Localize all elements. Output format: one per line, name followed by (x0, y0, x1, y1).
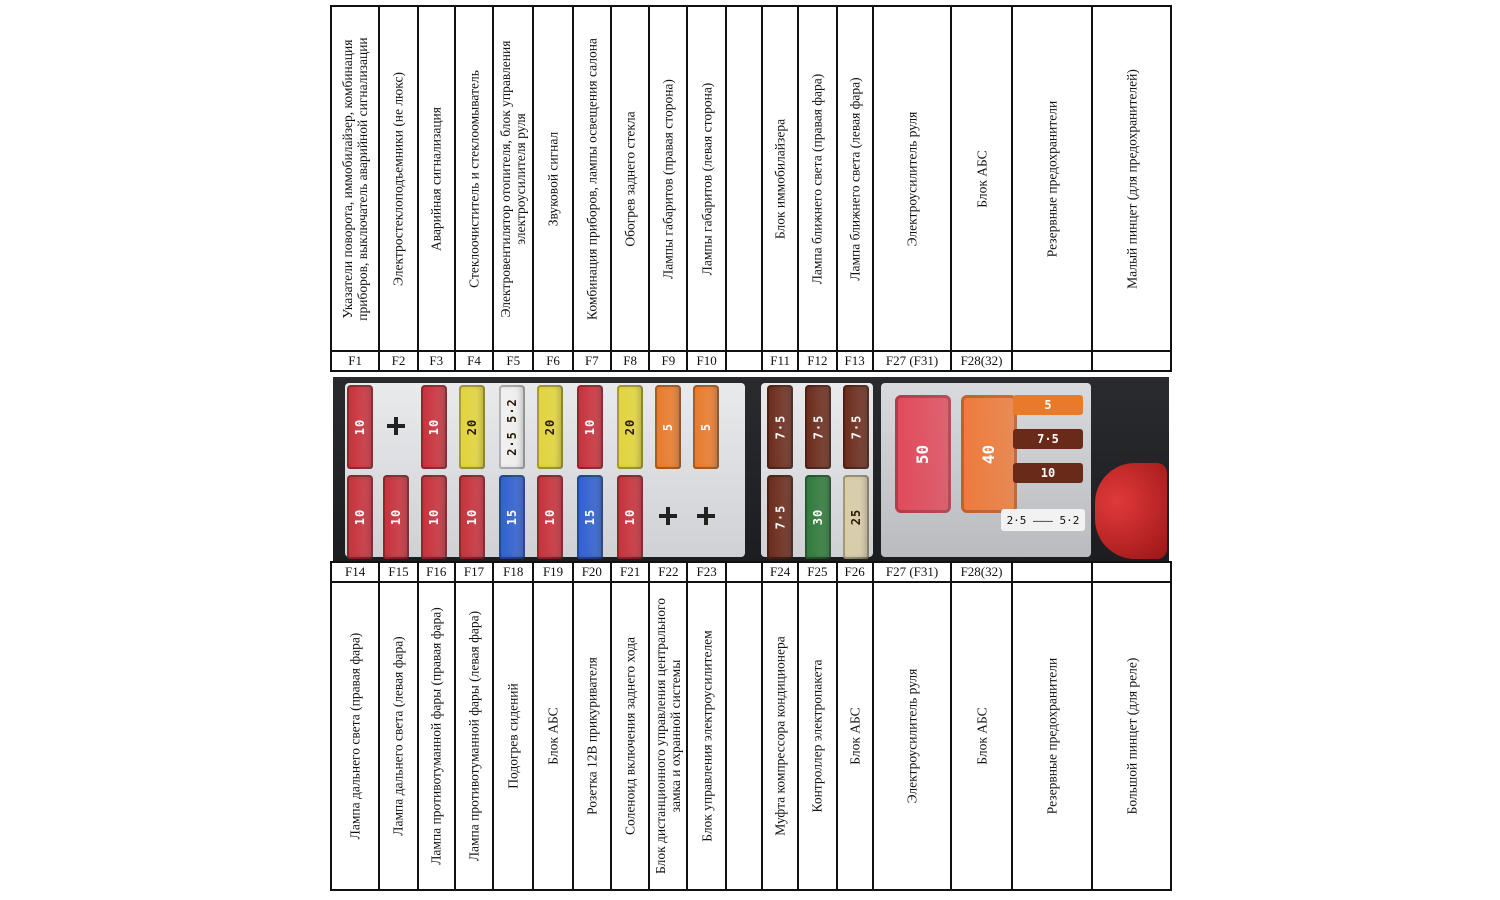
fuse-description: Электроусилитель руля (904, 668, 920, 804)
fuse-rating: 10 (426, 418, 441, 436)
fuse-description: Звуковой сигнал (545, 131, 561, 226)
fuse-description: Лампа дальнего света (левая фара) (390, 636, 406, 836)
fuse-rating: 20 (622, 418, 637, 436)
top-code-row (331, 351, 1171, 371)
fuse-description: Розетка 12В прикуривателя (584, 657, 600, 815)
relay-puller (1095, 463, 1167, 559)
blade-fuse (805, 475, 831, 559)
spare-fuse-rating: 7·5 (1037, 432, 1059, 446)
fuse-description: Лампа противотуманной фары (левая фара) (466, 610, 482, 862)
top-row-desc-cell (379, 6, 417, 351)
fuse-rating: 2·5 5·2 (505, 398, 520, 456)
fuse-rating: 30 (810, 508, 825, 526)
fuse-code: F4 (455, 351, 493, 371)
fuse-code: F20 (573, 562, 611, 582)
blade-fuse (617, 385, 643, 469)
fuse-code: F14 (331, 562, 379, 582)
fuse-rating: 10 (464, 508, 479, 526)
fuse-rating: 10 (582, 418, 597, 436)
bottom-row-desc-cell (533, 582, 572, 890)
fuse-rating: 15 (582, 508, 597, 526)
top-row-desc-cell (455, 6, 493, 351)
blade-fuse (421, 385, 447, 469)
fuse-description: Указатели поворота, иммобилайзер, комбинация приборов, выключатель аварийной сигнализации (340, 36, 371, 321)
bottom-row-desc-cell (611, 582, 649, 890)
fuse-description: Блок АБС (545, 707, 561, 765)
fuse-rating: 10 (388, 508, 403, 526)
bottom-row-desc-cell (573, 582, 611, 890)
fuse-description: Блок управления электроусилителем (699, 630, 715, 842)
fuse-rating: 10 (352, 508, 367, 526)
fuse-description: Лампа противотуманной фары (правая фара) (428, 607, 444, 865)
fuse-code: F6 (533, 351, 572, 371)
fuse-rating: 20 (464, 418, 479, 436)
bottom-row-desc-cell (687, 582, 725, 890)
fuse-description: Блок иммобилайзера (772, 118, 788, 239)
fuse-code: F27 (F31) (873, 351, 952, 371)
bottom-row-desc-cell (873, 582, 952, 890)
empty-fuse-slot (383, 385, 409, 469)
top-row-desc-cell (611, 6, 649, 351)
fuse-code: F27 (F31) (873, 562, 952, 582)
fuse-code (1012, 562, 1093, 582)
bottom-row-desc-cell (837, 582, 873, 890)
fuse-description: Лампа дальнего света (правая фара) (347, 632, 363, 840)
fuse-code: F15 (379, 562, 417, 582)
top-row-desc-cell (649, 6, 687, 351)
fuse-code: F23 (687, 562, 725, 582)
spare-fuse-strip: 2·5 ——— 5·2 (1001, 509, 1085, 531)
fuse-description: Стеклоочиститель и стеклоомыватель (466, 69, 482, 288)
fuse-description: Контроллер электропакета (809, 659, 825, 813)
fuse-rating: 7·5 (773, 504, 787, 530)
top-row-desc-cell (533, 6, 572, 351)
fuse-rating: 10 (426, 508, 441, 526)
blade-fuse (843, 475, 869, 559)
fuse-code: F1 (331, 351, 379, 371)
fuse-rating: 25 (848, 508, 863, 526)
fuse-rating: 10 (622, 508, 637, 526)
bottom-row-desc-cell (418, 582, 455, 890)
top-row-desc-cell (418, 6, 455, 351)
fuse-code: F9 (649, 351, 687, 371)
fuse-description: Блок АБС (974, 149, 990, 208)
fuse-description: Лампа ближнего света (левая фара) (847, 76, 863, 281)
top-row-desc-cell (1092, 6, 1171, 351)
fuse-description: Лампы габаритов (правая сторона) (660, 78, 676, 279)
fuse-description: Резервные предохранители (1044, 657, 1060, 815)
fuse-description: Блок АБС (847, 707, 863, 765)
bottom-row-desc-cell (455, 582, 493, 890)
blade-fuse (347, 385, 373, 469)
fuse-rating: 20 (542, 418, 557, 436)
fuse-description: Муфта компрессора кондиционера (772, 636, 788, 836)
fuse-code (726, 351, 762, 371)
fuse-description: Комбинация приборов, лампы освещения салона (584, 37, 600, 320)
blade-fuse (577, 475, 603, 559)
blade-fuse (537, 385, 563, 469)
blade-fuse (767, 475, 793, 559)
top-row-desc-cell (762, 6, 798, 351)
bottom-row-desc-cell (331, 582, 379, 890)
top-row-desc-cell (837, 6, 873, 351)
bottom-description-row (331, 582, 1171, 890)
top-description-row (331, 6, 1171, 351)
fuse-code: F26 (837, 562, 873, 582)
fuse-code: F7 (573, 351, 611, 371)
fuse-code: F28(32) (951, 562, 1011, 582)
bottom-code-row (331, 562, 1171, 582)
fuse-code: F28(32) (951, 351, 1011, 371)
top-row-desc-cell (798, 6, 836, 351)
blade-fuse (459, 475, 485, 559)
spare-fuse-rating: 5 (1044, 398, 1052, 412)
blade-fuse (347, 475, 373, 559)
fuse-code (1012, 351, 1093, 371)
fuse-rating: 5 (698, 422, 713, 432)
fuse-code: F18 (493, 562, 533, 582)
top-row-desc-cell (873, 6, 952, 351)
blade-fuse (499, 475, 525, 559)
top-row-desc-cell (331, 6, 379, 351)
fuse-code: F2 (379, 351, 417, 371)
spare-fuse (1013, 429, 1083, 449)
empty-fuse-slot (693, 475, 719, 559)
fuse-code: F21 (611, 562, 649, 582)
fuse-description: Лампа ближнего света (правая фара) (809, 73, 825, 284)
fuse-description: Электроусилитель руля (904, 111, 920, 246)
blade-fuse (499, 385, 525, 469)
fuse-rating: 10 (542, 508, 557, 526)
top-row-desc-cell (493, 6, 533, 351)
fuse-description: Подогрев сидений (505, 683, 521, 789)
blade-fuse (693, 385, 719, 469)
fuse-code: F11 (762, 351, 798, 371)
fuse-rating: 7·5 (811, 414, 825, 440)
blade-fuse (843, 385, 869, 469)
fuse-description: Электростеклоподъемники (не люкс) (390, 71, 406, 286)
fuse-code: F12 (798, 351, 836, 371)
blade-fuse (383, 475, 409, 559)
blade-fuse (767, 385, 793, 469)
blade-fuse (421, 475, 447, 559)
fuse-code (1092, 562, 1171, 582)
top-row-desc-cell (573, 6, 611, 351)
top-row-desc-cell (726, 6, 762, 351)
fuse-code (726, 562, 762, 582)
bottom-row-desc-cell (1092, 582, 1171, 890)
fuse-rating: 7·5 (773, 414, 787, 440)
fuse-code: F8 (611, 351, 649, 371)
top-row-desc-cell (1012, 6, 1093, 351)
top-row-desc-cell (951, 6, 1011, 351)
fuse-description: Электровентилятор отопителя, блок управления электроусилителя руля (498, 40, 529, 317)
fuse-diagram (330, 5, 1172, 893)
fuse-code: F19 (533, 562, 572, 582)
top-legend-table (330, 5, 1172, 372)
fuse-code (1092, 351, 1171, 371)
fuse-code: F17 (455, 562, 493, 582)
bottom-row-desc-cell (726, 582, 762, 890)
fuse-rating: 5 (660, 422, 675, 432)
bottom-row-desc-cell (649, 582, 687, 890)
fuse-code: F5 (493, 351, 533, 371)
fuse-description: Лампы габаритов (левая сторона) (699, 82, 715, 275)
spare-fuse (1013, 463, 1083, 483)
bottom-legend-table (330, 561, 1172, 891)
fuse-rating: 7·5 (849, 414, 863, 440)
blade-fuse (805, 385, 831, 469)
fuse-description: Малый пинцет (для предохранителей) (1124, 68, 1140, 289)
fuse-description: Блок АБС (974, 707, 990, 765)
fuse-description: Аварийная сигнализация (428, 106, 444, 251)
fuse-rating: 10 (352, 418, 367, 436)
spare-fuse-rating: 10 (1040, 466, 1056, 480)
maxi-fuse (895, 395, 951, 513)
fuse-description: Соленоид включения заднего хода (622, 637, 638, 835)
blade-fuse (655, 385, 681, 469)
fuse-code: F25 (798, 562, 836, 582)
fuse-box-photo (333, 377, 1169, 561)
blade-fuse (617, 475, 643, 559)
spare-fuse (1013, 395, 1083, 415)
empty-fuse-slot (655, 475, 681, 559)
bottom-row-desc-cell (798, 582, 836, 890)
bottom-row-desc-cell (493, 582, 533, 890)
bottom-row-desc-cell (1012, 582, 1093, 890)
maxi-fuse (961, 395, 1017, 513)
bottom-row-desc-cell (951, 582, 1011, 890)
blade-fuse (459, 385, 485, 469)
fuse-code: F13 (837, 351, 873, 371)
top-row-desc-cell (687, 6, 725, 351)
fuse-description: Обогрев заднего стекла (622, 110, 638, 247)
fuse-code: F22 (649, 562, 687, 582)
bottom-row-desc-cell (379, 582, 417, 890)
bottom-row-desc-cell (762, 582, 798, 890)
fuse-code: F24 (762, 562, 798, 582)
maxi-fuse-rating: 40 (979, 444, 999, 464)
fuse-description: Блок дистанционного управления центрального замка и охранной системы (653, 598, 684, 874)
fuse-code: F10 (687, 351, 725, 371)
fuse-code: F16 (418, 562, 455, 582)
blade-fuse (577, 385, 603, 469)
fuse-code: F3 (418, 351, 455, 371)
maxi-fuse-rating: 50 (913, 444, 933, 464)
blade-fuse (537, 475, 563, 559)
fuse-rating: 15 (504, 508, 519, 526)
fuse-description: Резервные предохранители (1044, 100, 1060, 257)
fuse-description: Большой пинцет (для реле) (1124, 657, 1140, 815)
